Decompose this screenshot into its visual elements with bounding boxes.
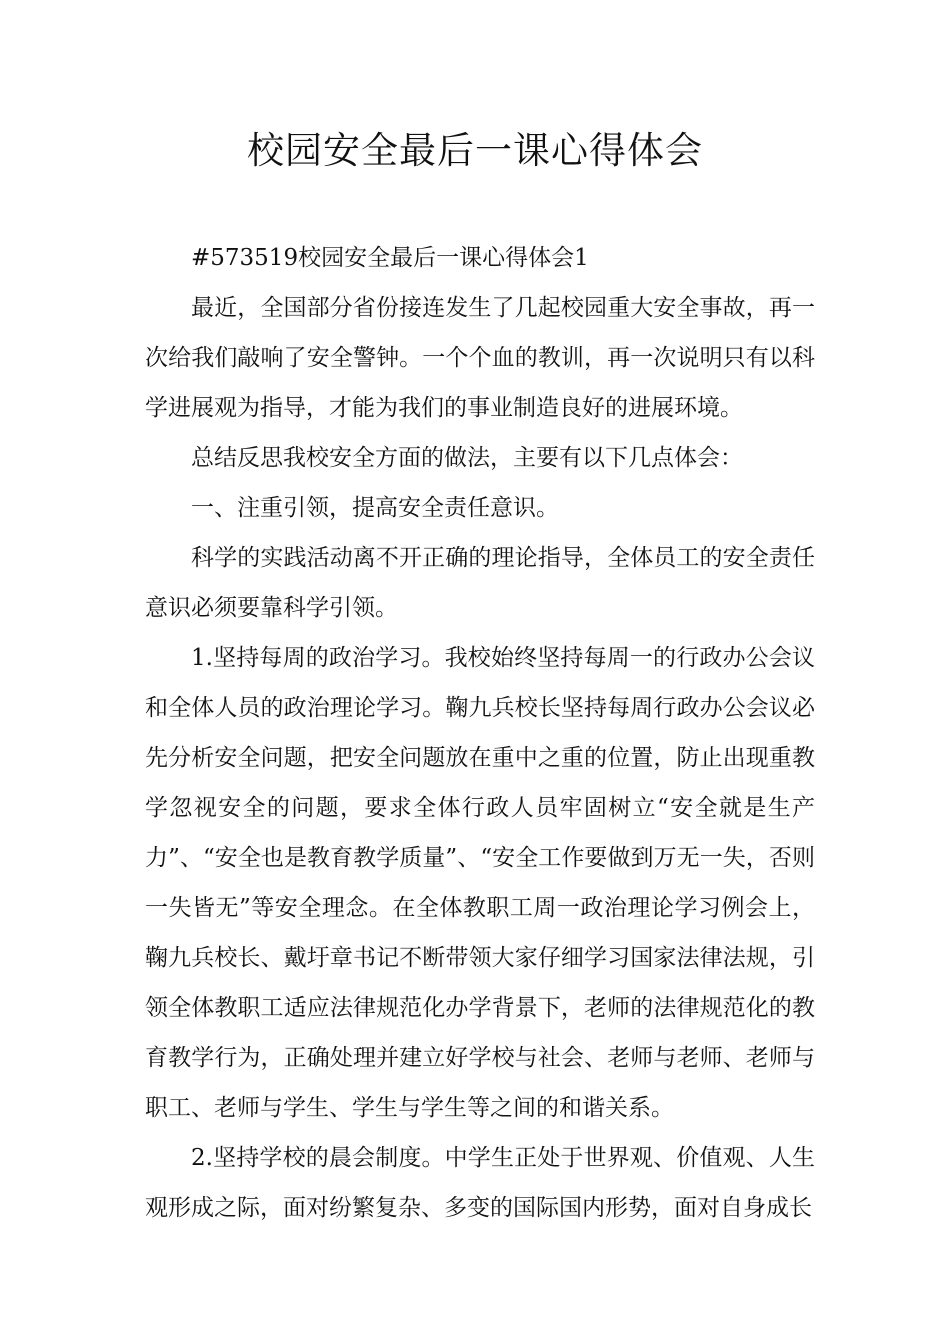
section-heading-1: 一、注重引领，提高安全责任意识。 [191,495,559,521]
paragraph-heading-1: #573519校园安全最后一课心得体会1 [191,245,589,271]
paragraph-item-1: 1.坚持每周的政治学习。我校始终坚持每周一的行政办公会议和全体人员的政治理论学习。鞠九兵校长坚持每周行政办公会议必先分析安全问题，把安全问题放在重中之重的位置，防止出现重教学忽视安全的问题，要求全体行政人员牢固树立“安全就是生产力”、“安全也是教育教学质量”、“安全工作要做到万无一失，否则一失皆无”等安全理念。在全体教职工周一政治理论学习例会上，鞠九兵校长、戴圩章书记不断带领大家仔细学习国家法律法规，引领全体教职工适应法律规范化办学背景下，老师的法律规范化的教育教学行为，正确处理并建立好学校与社会、老师与老师、老师与职工、老师与学生、学生与学生等之间的和谐关系。 [145,645,815,1121]
paragraph-item-2: 2.坚持学校的晨会制度。中学生正处于世界观、价值观、人生观形成之际，面对纷繁复杂、多变的国际国内形势，面对自身成长 [145,1145,815,1221]
paragraph-summary: 总结反思我校安全方面的做法，主要有以下几点体会： [191,445,743,471]
document-title: 校园安全最后一课心得体会 [247,129,703,172]
document-body [145,233,815,1233]
paragraph-intro: 最近，全国部分省份接连发生了几起校园重大安全事故，再一次给我们敲响了安全警钟。一个个血的教训，再一次说明只有以科学进展观为指导，才能为我们的事业制造良好的进展环境。 [145,295,815,421]
paragraph-guidance: 科学的实践活动离不开正确的理论指导，全体员工的安全责任意识必须要靠科学引领。 [145,545,815,621]
